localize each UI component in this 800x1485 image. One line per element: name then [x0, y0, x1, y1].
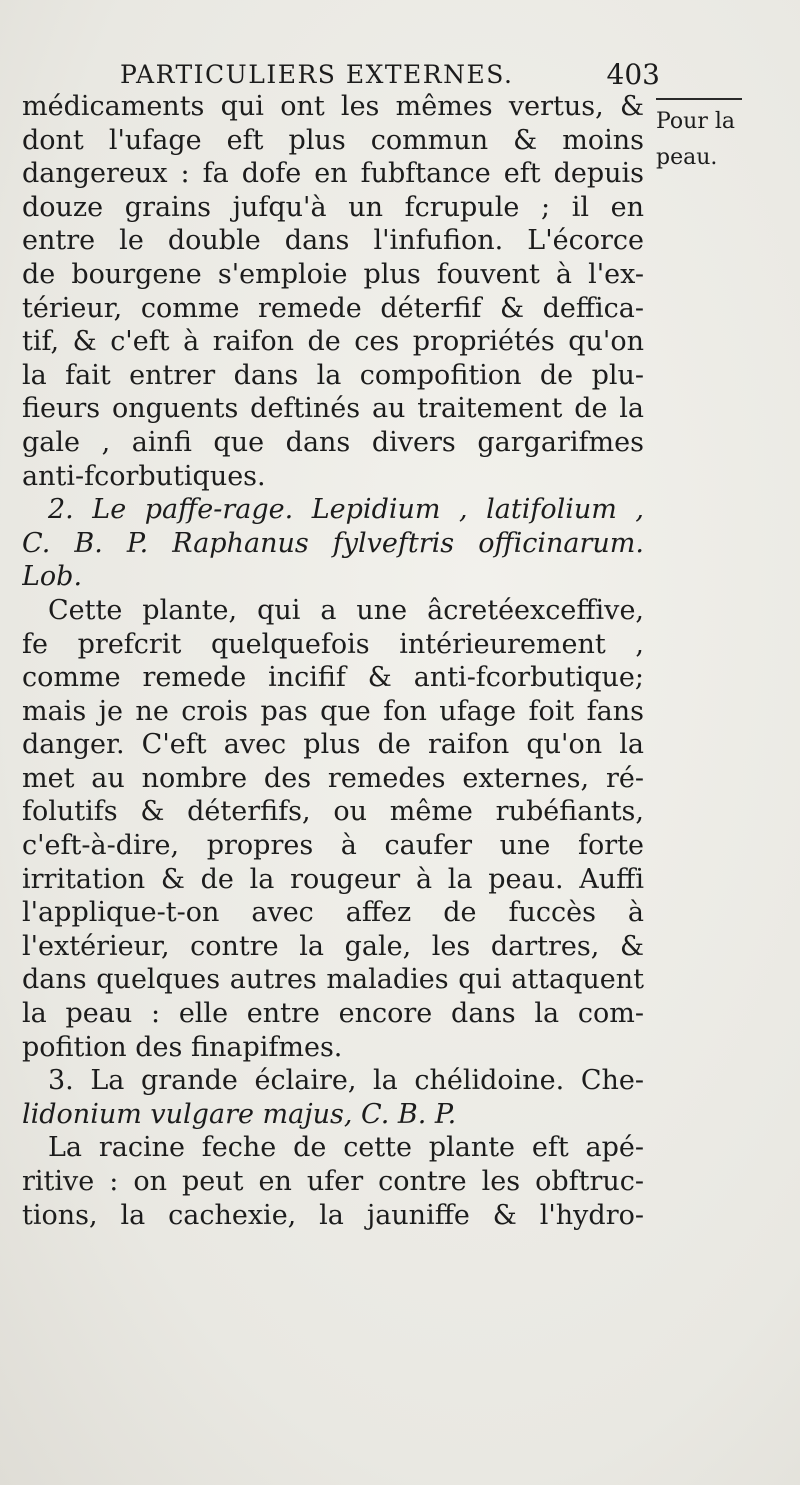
text-line: la fait entrer dans la compofition de plu- — [22, 359, 644, 391]
text-line: Lob. — [22, 561, 83, 593]
text-line: La racine feche de cette plante eft apé- — [48, 1132, 644, 1164]
text-line: tions, la cachexie, la jauniffe & l'hydro- — [22, 1199, 644, 1231]
text-line: anti-fcorbutiques. — [22, 460, 266, 492]
text-line: Cette plante, qui a une âcretéexceffive, — [48, 594, 644, 626]
text-line: met au nombre des remedes externes, ré- — [22, 762, 644, 794]
text-line: folutifs & déterfifs, ou même rubéfiants, — [22, 796, 644, 828]
text-line: dans quelques autres maladies qui attaquent — [22, 964, 644, 996]
text-line: tif, & c'eft à raifon de ces propriétés qu'on — [22, 326, 644, 358]
text-line: comme remede incifif & anti-fcorbutique; — [22, 662, 644, 694]
margin-note-line: Pour la — [656, 109, 735, 134]
text-line: 2. Le paffe-rage. Lepidium , latifolium , — [48, 494, 644, 526]
text-line: 3. La grande éclaire, la chélidoine. Che- — [48, 1065, 644, 1097]
text-line: lidonium vulgare majus, C. B. P. — [22, 1098, 457, 1130]
text-line: irritation & de la rougeur à la peau. Auffi — [22, 863, 644, 895]
text-line: danger. C'eft avec plus de raifon qu'on la — [22, 729, 644, 761]
text-line: l'extérieur, contre la gale, les dartres, & — [22, 930, 644, 962]
text-line: c'eft-à-dire, propres à caufer une forte — [22, 830, 644, 862]
text-line: médicaments qui ont les mêmes vertus, & — [22, 91, 644, 122]
text-line: dangereux : fa dofe en fubftance eft depuis — [22, 158, 644, 190]
page-number: 403 — [606, 58, 660, 91]
text-line: dont l'ufage eft plus commun & moins — [22, 124, 644, 156]
page-header — [120, 60, 660, 90]
running-title: PARTICULIERS EXTERNES. — [120, 60, 514, 89]
text-line: pofition des finapifmes. — [22, 1031, 343, 1063]
text-line: douze grains jufqu'à un fcrupule ; il en — [22, 191, 644, 223]
text-line: entre le double dans l'infufion. L'écorce — [22, 225, 644, 257]
text-line: térieur, comme remede déterfif & deffica- — [22, 292, 644, 324]
text-line: gale , ainfi que dans divers gargarifmes — [22, 426, 644, 458]
text-line: fe prefcrit quelquefois intérieurement , — [22, 628, 644, 660]
text-line: de bourgene s'emploie plus fouvent à l'ex- — [22, 258, 644, 290]
body-text — [22, 90, 644, 1232]
margin-note-line: peau. — [656, 145, 718, 170]
text-line: fieurs onguents deftinés au traitement de la — [22, 393, 644, 425]
text-line: mais je ne crois pas que fon ufage foit fans — [22, 695, 644, 727]
text-line: ritive : on peut en ufer contre les obftruc- — [22, 1166, 644, 1197]
margin-note — [656, 98, 742, 176]
text-line: l'applique-t-on avec affez de fuccès à — [22, 897, 644, 929]
text-line: la peau : elle entre encore dans la com- — [22, 998, 644, 1030]
text-line: C. B. P. Raphanus fylveftris officinarum. — [22, 527, 644, 559]
